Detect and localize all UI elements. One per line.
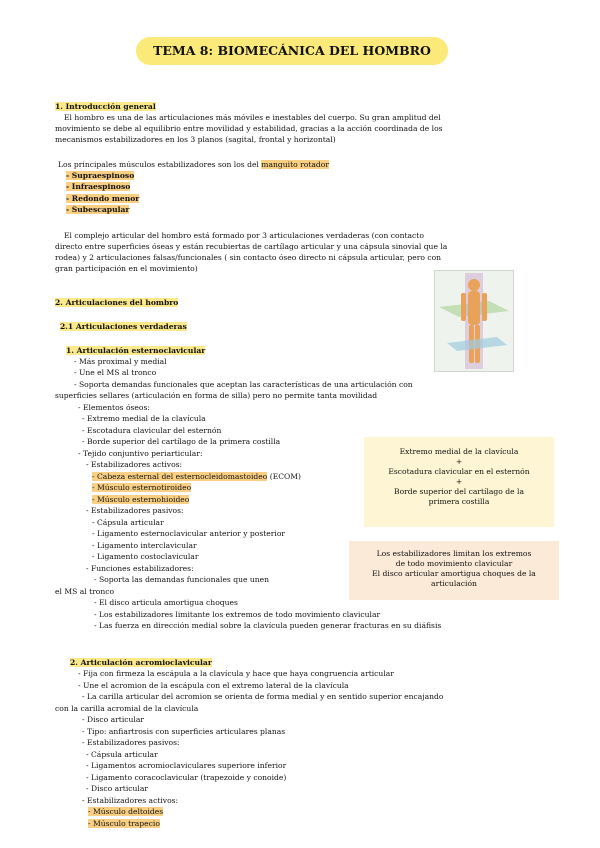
section-heading-articulaciones: 2. Articulaciones del hombro [55, 298, 179, 307]
list-item: - Cabeza esternal del esternocleidomastoideo [92, 472, 268, 481]
list-item: el MS al tronco [55, 587, 115, 596]
list-item: - Estabilizadores activos: [82, 796, 179, 805]
list-item: - Infraespinoso [66, 182, 131, 191]
list-item: - Estabilizadores pasivos: [82, 738, 180, 747]
list-item: - Tejido conjuntivo periarticular: [78, 449, 203, 458]
list-item: con la carilla acromial de la clavícula [55, 704, 199, 713]
anatomy-planes-figure [434, 270, 514, 372]
list-item: - Disco articular [82, 715, 144, 724]
paragraph-line: movimiento se debe al equilibrio entre movilidad y estabilidad, gracias a la acción coordinada de los [55, 124, 443, 133]
list-item: - Tipo: anfiartrosis con superficies articulares planas [82, 727, 286, 736]
list-item: - Ligamentos acromioclaviculares superiore inferior [86, 761, 287, 770]
list-item: - Supraespinoso [66, 171, 135, 180]
list-item: - Músculo deltoides [88, 807, 164, 816]
section-heading-intro: 1. Introducción general [55, 102, 156, 111]
list-item: - Fija con firmeza la escápula a la clavícula y hace que haya congruencia articular [78, 669, 394, 678]
paragraph-line: directo entre superficies óseas y están recubiertas de cartílago articular y una cápsula sinovial que la [55, 242, 448, 251]
paragraph-line: mecanismos estabilizadores en los 3 planos (sagital, frontal y horizontal) [55, 135, 336, 144]
list-item: - Escotadura clavicular del esternón [82, 426, 222, 435]
list-item: - Ligamento interclavicular [92, 541, 197, 550]
list-item: - Músculo esternotiroideo [92, 483, 192, 492]
highlight-manguito: manguito rotador [261, 160, 329, 169]
list-item: - La carilla articular del acromion se orienta de forma medial y en sentido superior encajando [82, 692, 444, 701]
list-item: - Cápsula articular [92, 518, 164, 527]
list-item: - Funciones estabilizadores: [86, 564, 194, 573]
list-item: - Une el acromion de la escápula con el extremo lateral de la clavícula [78, 681, 349, 690]
paragraph-line: El complejo articular del hombro está formado por 3 articulaciones verdaderas (con contacto [64, 231, 424, 240]
summary-box-bones: Extremo medial de la clavícula + Escotadura clavicular en el esternón + Borde superior del cartílago de la primera costilla [364, 437, 554, 527]
subsection-heading: 2.1 Articulaciones verdaderas [60, 322, 187, 331]
list-item: - Músculo trapecio [88, 819, 160, 828]
paragraph-line: rodea) y 2 articulaciones falsas/funcionales ( sin contacto óseo directo ni cápsula articular, pero con [55, 253, 442, 262]
list-item: - Ligamento costoclavicular [92, 552, 199, 561]
paragraph-line: El hombro es una de las articulaciones más móviles e inestables del cuerpo. Su gran amplitud del [64, 113, 441, 122]
list-item: - Músculo esternohioideo [92, 495, 190, 504]
list-item: - Subescapular [66, 205, 130, 214]
list-item: - Elementos óseos: [78, 403, 150, 412]
acromioclavicular-title: 2. Articulación acromioclavicular [70, 658, 212, 667]
paragraph-line: gran participación en el movimiento) [55, 264, 198, 273]
muscles-intro: Los principales músculos estabilizadores son los del manguito rotador [58, 160, 329, 169]
list-item: - Las fuerza en dirección medial sobre la clavícula pueden generar fracturas en su diáfisis [94, 621, 442, 630]
list-item: - Une el MS al tronco [74, 368, 157, 377]
list-item: - Borde superior del cartílago de la primera costilla [82, 437, 281, 446]
list-item: - Disco articular [86, 784, 148, 793]
list-item: superficies sellares (articulación en forma de silla) pero no permite tanta movilidad [55, 391, 378, 400]
list-item: - El disco articula amortigua choques [94, 598, 238, 607]
page-title: TEMA 8: BIOMECÁNICA DEL HOMBRO [136, 37, 448, 65]
list-item: - Soporta demandas funcionales que aceptan las características de una articulación con [74, 380, 413, 389]
list-item: - Ligamento esternoclavicular anterior y posterior [92, 529, 286, 538]
list-item: - Estabilizadores activos: [86, 460, 183, 469]
list-item: - Ligamento coracoclavicular (trapezoide y conoide) [86, 773, 287, 782]
list-item: - Más proximal y medial [74, 357, 167, 366]
list-item: - Cápsula articular [86, 750, 158, 759]
esternoclavicular-title: 1. Articulación esternoclavicular [66, 346, 206, 355]
list-item: - Soporta las demandas funcionales que unen [94, 575, 270, 584]
list-item: - Estabilizadores pasivos: [86, 506, 184, 515]
list-item: - Redondo menor [66, 194, 140, 203]
list-item: - Extremo medial de la clavícula [82, 414, 206, 423]
list-item: - Los estabilizadores limitante los extremos de todo movimiento clavicular [94, 610, 381, 619]
summary-box-stabilizers: Los estabilizadores limitan los extremos de todo movimiento clavicular El disco articular amortigua choques de la articulación [349, 541, 559, 600]
